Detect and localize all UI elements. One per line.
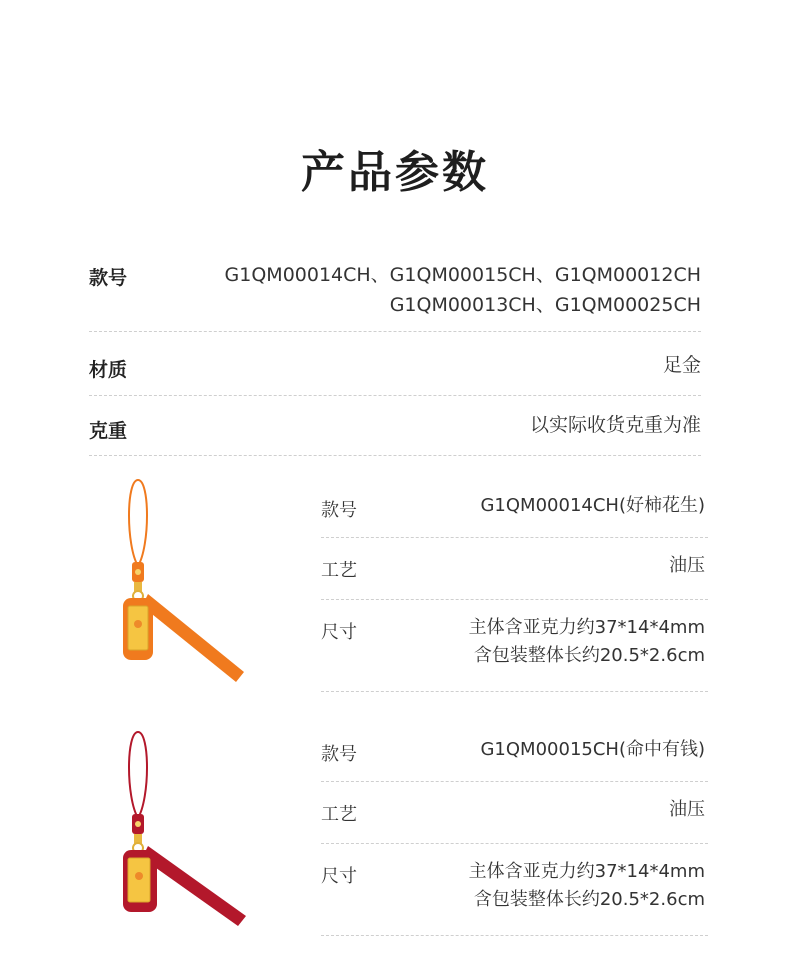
spec-value-line: G1QM00014CH、G1QM00015CH、G1QM00012CH [224,264,701,286]
product-row-value-line: 油压 [669,799,705,820]
product-row-value [480,492,705,520]
product-row-value-line: 油压 [669,555,705,576]
product-row-craft [321,538,708,600]
product-row-value-line: 主体含亚克力约37*14*4mm [468,617,705,638]
red-charm-image [108,728,258,938]
product-row-value [480,736,705,764]
product-row-style [321,724,708,782]
spec-label: 款号 [89,267,128,289]
spec-value-line: 以实际收货克重为准 [529,414,701,436]
product-row-value-line: G1QM00015CH(命中有钱) [480,739,705,760]
product-row-size [321,844,708,936]
page-title: 产品参数 [301,147,489,198]
product-row-label: 工艺 [321,804,357,825]
product-row-value-line: 主体含亚克力约37*14*4mm [468,861,705,882]
spec-row-style-number [89,258,701,332]
spec-value [530,410,701,440]
product-row-style [321,480,708,538]
product-card-orange [0,470,790,700]
spec-label: 材质 [89,359,128,381]
product-row-value [469,614,705,670]
product-row-value-line: 含包装整体长约20.5*2.6cm [473,889,705,910]
product-row-value [469,858,705,914]
product-row-label: 尺寸 [321,866,357,887]
product-row-label: 工艺 [321,560,357,581]
spec-value [663,350,701,380]
spec-label: 克重 [89,420,128,442]
spec-row-weight [89,396,701,456]
orange-charm-image [108,476,258,686]
product-row-value-line: G1QM00014CH(好柿花生) [480,495,705,516]
product-row-craft [321,782,708,844]
spec-value-line: 足金 [662,354,701,376]
product-row-size [321,600,708,692]
product-row-value-line: 含包装整体长约20.5*2.6cm [473,645,705,666]
spec-value [225,260,701,320]
product-row-label: 尺寸 [321,622,357,643]
spec-row-material [89,332,701,396]
product-row-label: 款号 [321,500,357,521]
product-card-red [0,714,790,954]
spec-value-line: G1QM00013CH、G1QM00025CH [389,294,701,316]
product-row-value [669,796,705,824]
product-row-label: 款号 [321,744,357,765]
product-row-value [669,552,705,580]
